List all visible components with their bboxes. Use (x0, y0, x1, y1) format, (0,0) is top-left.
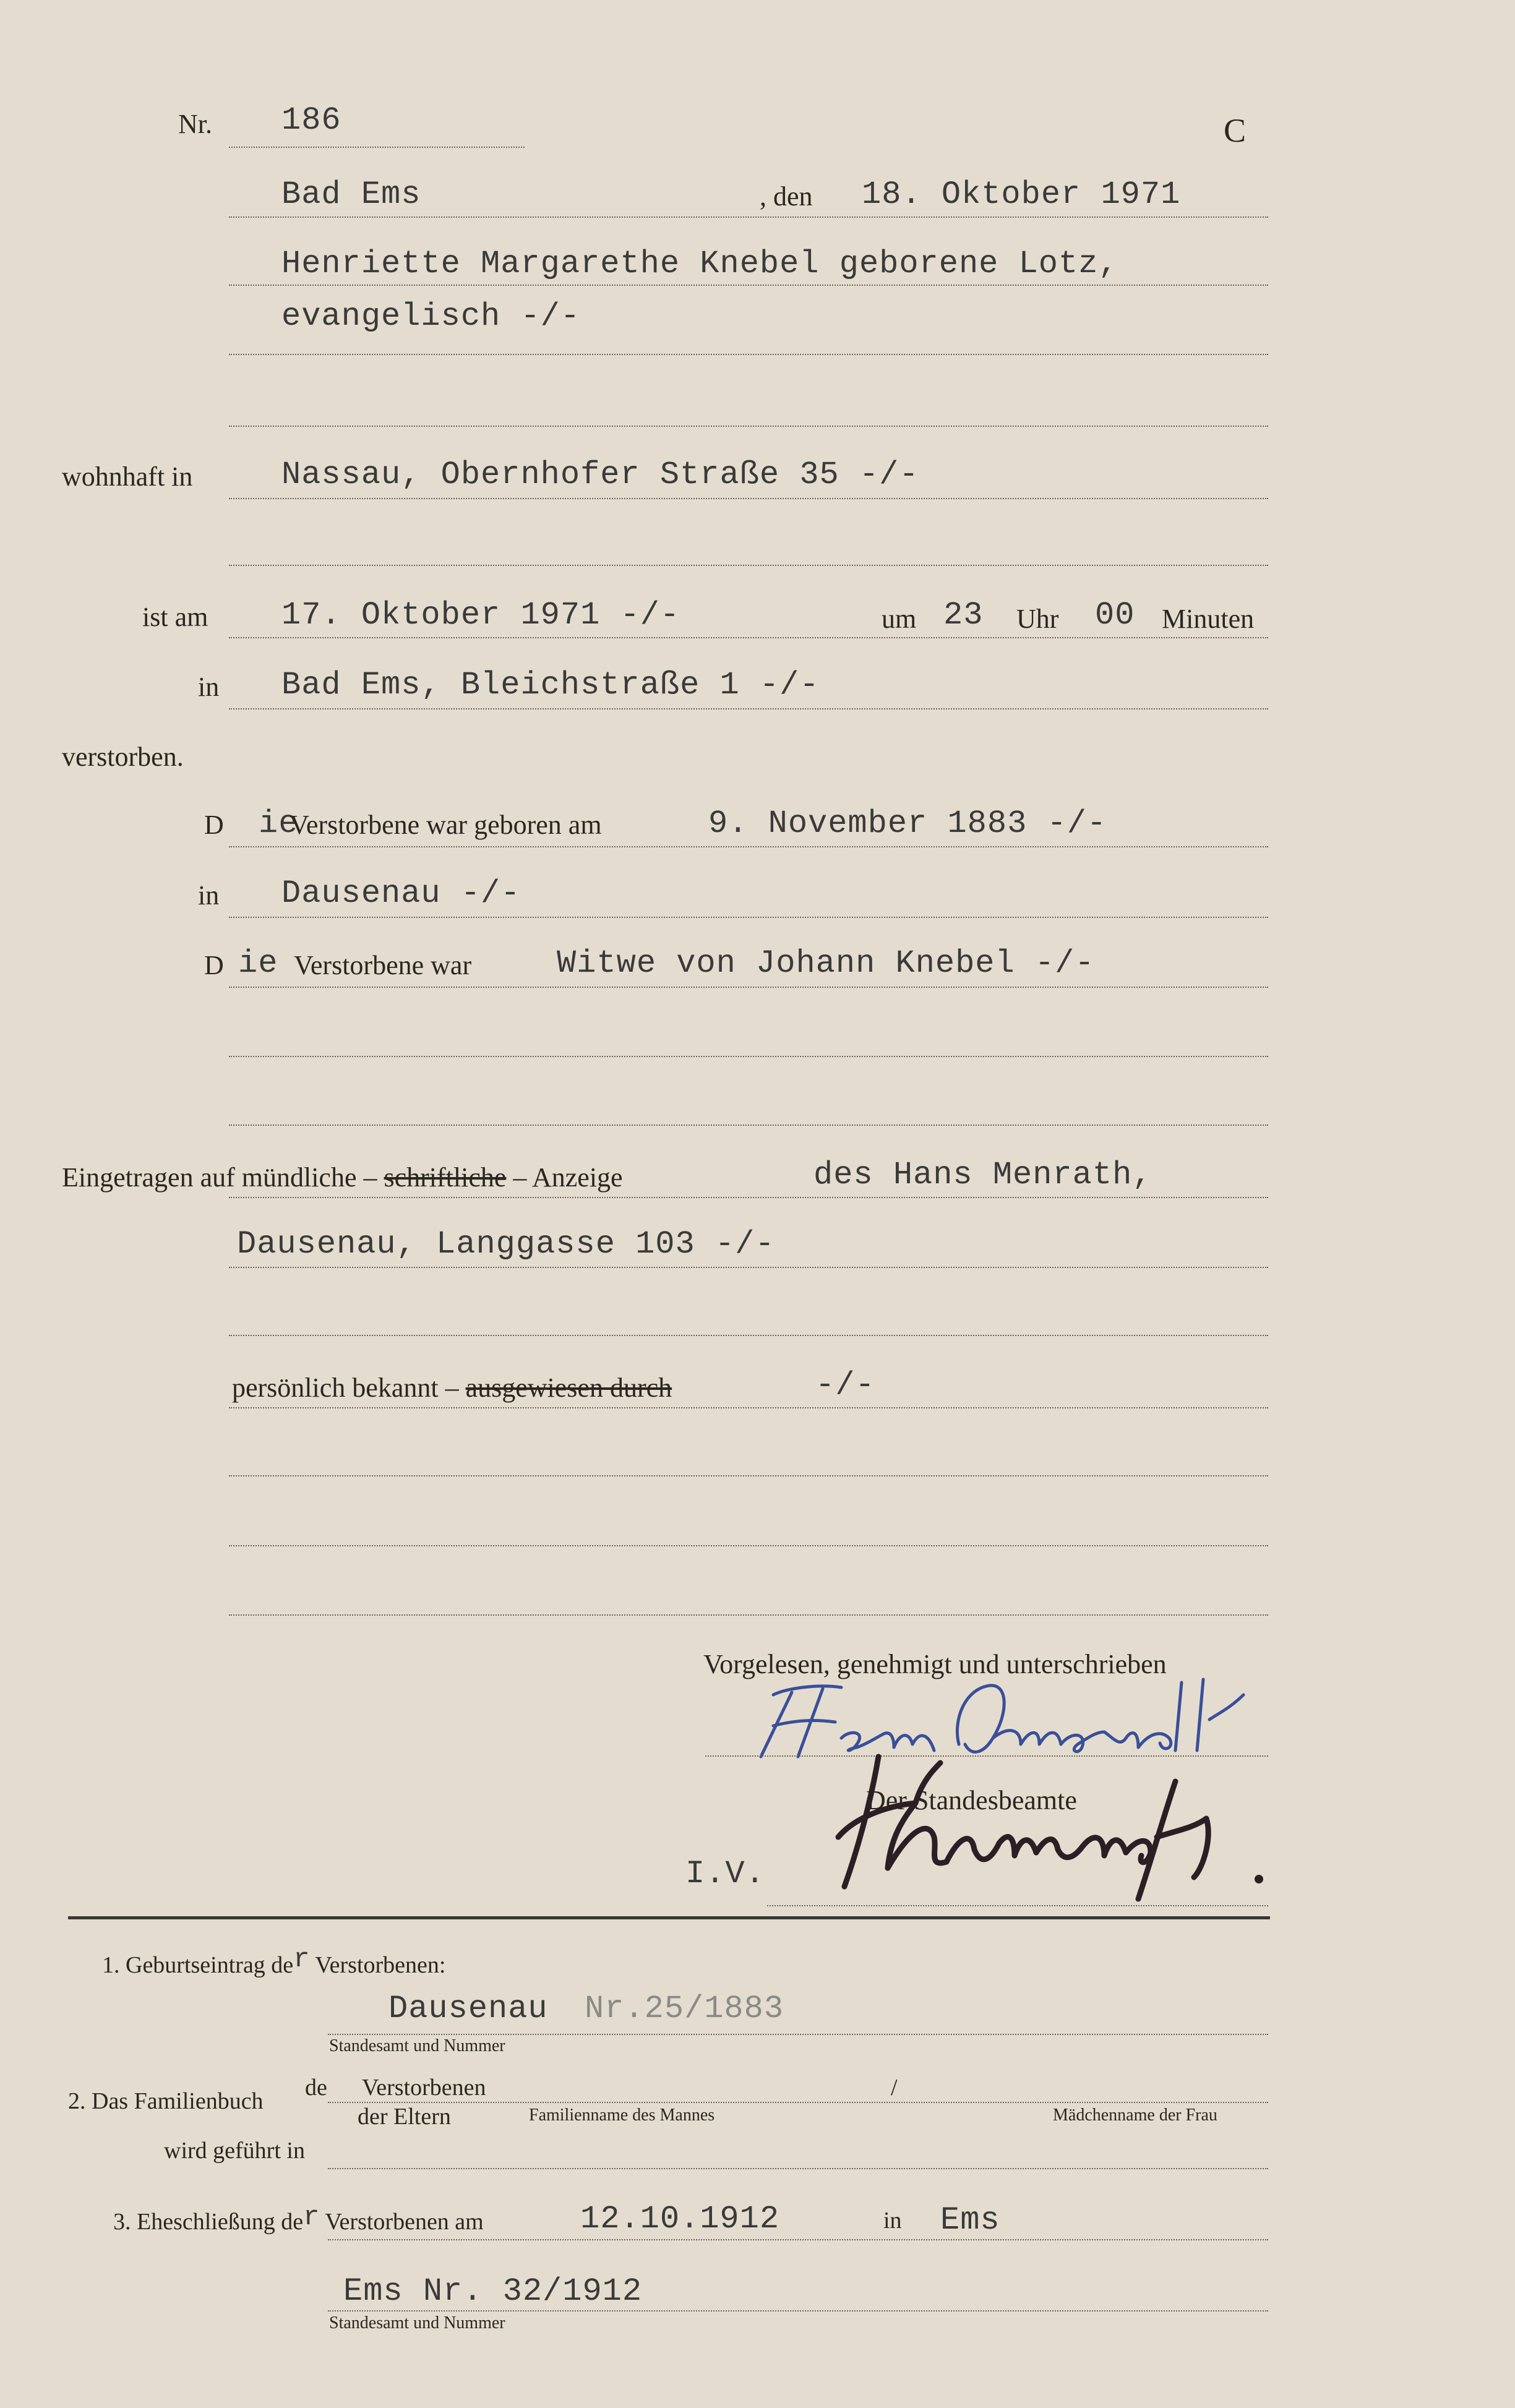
deceased-name-line2: evangelisch -/- (281, 298, 581, 335)
item1-line (328, 2034, 1268, 2035)
name-line-3 (229, 426, 1268, 427)
residence-value: Nassau, Obernhofer Straße 35 -/- (281, 456, 919, 493)
read-approved-label: Vorgelesen, genehmigt und unterschrieben (703, 1649, 1167, 1679)
item2-slash: / (891, 2075, 898, 2101)
item1-value: Dausenau (388, 1990, 548, 2027)
item2-wird: wird geführt in (164, 2138, 305, 2164)
informant-address: Dausenau, Langgasse 103 -/- (237, 1226, 775, 1262)
place-value: Bad Ems (281, 176, 421, 213)
informant-value: des Hans Menrath, (813, 1157, 1152, 1193)
birth-place-label: in (198, 880, 220, 910)
status-line-3 (229, 1125, 1268, 1126)
name-line-2 (229, 354, 1268, 355)
status-label: Verstorbene war (294, 950, 472, 980)
item2-verstorbenen: Verstorbenen (362, 2075, 486, 2101)
birth-place-value: Dausenau -/- (281, 875, 521, 912)
item1-sub: Standesamt und Nummer (329, 2036, 505, 2055)
known-line-3 (229, 1545, 1268, 1546)
status-line (229, 987, 1268, 988)
death-place-line (229, 708, 1268, 709)
nr-label: Nr. (178, 109, 212, 139)
birth-label: Verstorbene war geboren am (290, 810, 602, 840)
birth-prefix-typed: ie (259, 805, 299, 842)
item2-family-sub: Familienname des Mannes (529, 2106, 715, 2125)
status-prefix-typed: ie (238, 945, 278, 982)
item3-place: Ems (940, 2202, 1000, 2239)
status-line-2 (229, 1056, 1268, 1057)
status-prefix-label: D (204, 950, 224, 980)
place-date-line (229, 216, 1268, 218)
section-separator (68, 1916, 1270, 1919)
item2-label: 2. Das Familienbuch (68, 2088, 264, 2114)
time-um-label: um (882, 604, 917, 634)
item3-label-typed: r (303, 2202, 320, 2233)
death-date-label: ist am (142, 602, 208, 632)
known-struck: ausgewiesen durch (465, 1373, 672, 1403)
item3-line (328, 2239, 1268, 2240)
registrar-signature-line (767, 1905, 1268, 1906)
informant-line-3 (229, 1335, 1268, 1336)
verstorben-label: verstorben. (62, 742, 184, 772)
death-place-label: in (198, 672, 220, 702)
known-line-2 (229, 1475, 1268, 1476)
item3-date: 12.10.1912 (580, 2201, 780, 2237)
death-place-value: Bad Ems, Bleichstraße 1 -/- (281, 667, 820, 703)
record-date-value: 18. Oktober 1971 (862, 176, 1181, 213)
item2-wird-line (328, 2168, 1268, 2169)
item2-de: de (305, 2075, 327, 2101)
nr-value: 186 (281, 102, 341, 139)
status-value: Witwe von Johann Knebel -/- (557, 945, 1095, 982)
item1-label (102, 1944, 446, 1981)
item2-line (328, 2102, 1268, 2103)
deceased-name-line1: Henriette Margarethe Knebel geborene Lotz, (281, 246, 1118, 282)
known-label: persönlich bekannt – (232, 1373, 459, 1403)
registration-label-struck: schriftliche (384, 1162, 507, 1193)
item1-label-a: 1. Geburtseintrag de (102, 1952, 294, 1978)
registrar-signature (829, 1744, 1274, 1905)
birth-place-line (229, 917, 1268, 918)
known-line (229, 1407, 1268, 1408)
item3-label-a: 3. Eheschließung de (113, 2209, 304, 2235)
registrar-label: Der Standesbeamte (866, 1785, 1077, 1815)
birth-date-line (229, 846, 1268, 847)
date-label: , den (760, 181, 813, 212)
death-hour-value: 23 (943, 597, 984, 633)
category-letter: C (1224, 112, 1247, 149)
item3-value-line (328, 2310, 1268, 2312)
nr-line (229, 147, 525, 148)
item3-value: Ems Nr. 32/1912 (343, 2273, 643, 2310)
known-value: -/- (815, 1367, 875, 1403)
registration-label (62, 1162, 623, 1193)
residence-line (229, 498, 1268, 499)
item1-value-nr: Nr.25/1883 (585, 1990, 784, 2027)
residence-label: wohnhaft in (62, 461, 193, 492)
item3-sub: Standesamt und Nummer (329, 2313, 505, 2333)
registration-label-start: Eingetragen auf mündliche – (62, 1162, 377, 1193)
informant-address-line (229, 1267, 1268, 1268)
minute-label: Minuten (1162, 604, 1255, 634)
known-line-4 (229, 1614, 1268, 1616)
birth-date-value: 9. November 1883 -/- (708, 805, 1107, 842)
item3-label-b: Verstorbenen am (325, 2209, 484, 2235)
registration-label-end: – Anzeige (513, 1162, 623, 1193)
residence-line-2 (229, 565, 1268, 566)
item1-label-b: Verstorbenen: (315, 1952, 446, 1978)
item3-in-label: in (883, 2208, 902, 2234)
known-label-group (232, 1372, 672, 1403)
death-minute-value: 00 (1095, 597, 1135, 633)
item1-label-typed: r (293, 1944, 310, 1975)
item2-maiden-sub: Mädchenname der Frau (1053, 2106, 1217, 2125)
death-date-value: 17. Oktober 1971 -/- (281, 597, 680, 633)
birth-prefix-label: D (204, 810, 224, 840)
name-line-1 (229, 285, 1268, 286)
hour-label: Uhr (1016, 604, 1059, 634)
iv-label: I.V. (685, 1856, 765, 1892)
item2-eltern: der Eltern (358, 2104, 451, 2130)
informant-line (229, 1197, 1268, 1198)
death-date-line (229, 637, 1268, 638)
item3-label (113, 2202, 484, 2238)
